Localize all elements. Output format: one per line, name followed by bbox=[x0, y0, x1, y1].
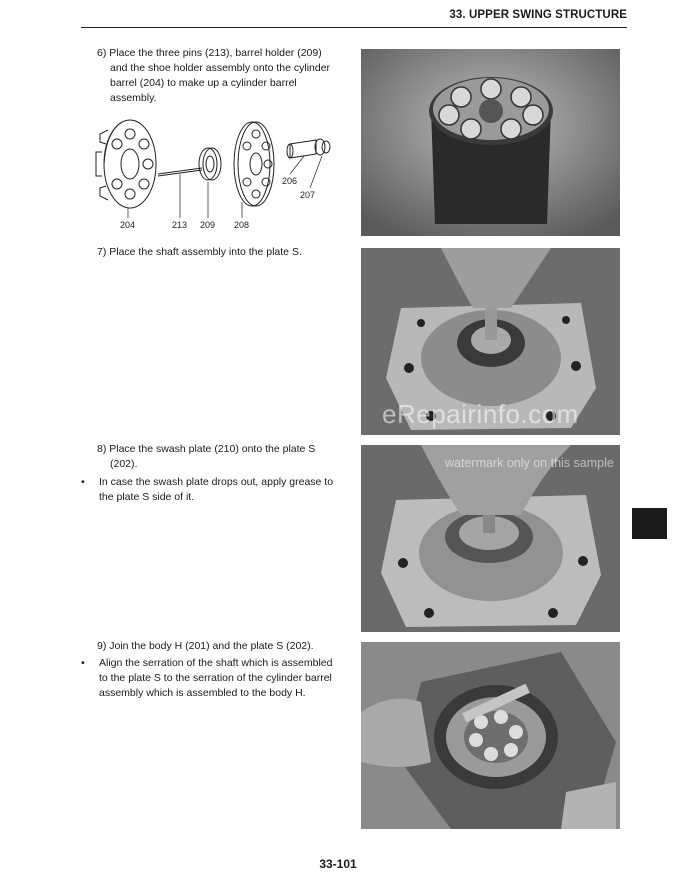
step-9-bullet-line-3: assembly which is assembled to the body H. bbox=[99, 687, 306, 699]
photo-swash-plate bbox=[361, 445, 620, 632]
step-8-bullet bbox=[81, 475, 364, 505]
part-label-207: 207 bbox=[300, 190, 316, 200]
cylinder-barrel-drawing bbox=[96, 120, 156, 208]
barrel-holder-drawing bbox=[199, 148, 221, 180]
part-label-213: 213 bbox=[172, 220, 188, 230]
header-rule bbox=[81, 27, 627, 28]
step-9-line-1: 9) Join the body H (201) and the plate S (202). bbox=[97, 640, 314, 652]
step-6-text bbox=[97, 46, 357, 106]
step-6-line-1: 6) Place the three pins (213), barrel holder (209) bbox=[97, 47, 322, 59]
step-7-line-1: 7) Place the shaft assembly into the plate S. bbox=[97, 246, 302, 258]
step-9-bullet bbox=[81, 656, 364, 701]
step-9-text bbox=[97, 639, 357, 654]
step-7-text bbox=[97, 245, 357, 260]
step-8-text bbox=[97, 442, 357, 472]
step-8-line-2: (202). bbox=[110, 458, 138, 470]
photo-join-body-and-plate bbox=[361, 642, 620, 829]
step-6-line-3: barrel (204) to make up a cylinder barrel bbox=[110, 77, 297, 89]
step-8-line-1: 8) Place the swash plate (210) onto the plate S bbox=[97, 443, 316, 455]
step-8-bullet-line-2: the plate S side of it. bbox=[99, 491, 195, 503]
photo-cylinder-barrel-assembly bbox=[361, 49, 620, 236]
bullet-symbol: • bbox=[81, 657, 85, 669]
chapter-tab-marker bbox=[632, 508, 667, 539]
section-title: 33. UPPER SWING STRUCTURE bbox=[449, 9, 627, 21]
part-label-206: 206 bbox=[282, 176, 298, 186]
step-6-line-2: and the shoe holder assembly onto the cylinder bbox=[110, 62, 331, 74]
part-label-204: 204 bbox=[120, 220, 136, 230]
part-label-208: 208 bbox=[234, 220, 250, 230]
watermark-main: eRepairinfo.com bbox=[382, 399, 579, 429]
page-number: 33-101 bbox=[319, 857, 357, 871]
bullet-symbol: • bbox=[81, 476, 85, 488]
part-label-209: 209 bbox=[200, 220, 216, 230]
step-8-bullet-line-1: In case the swash plate drops out, apply grease to bbox=[99, 476, 334, 488]
step-6-line-4: assembly. bbox=[110, 92, 157, 104]
watermark-sub: watermark only on this sample bbox=[445, 456, 614, 470]
step-9-bullet-line-1: Align the serration of the shaft which is assembled bbox=[99, 657, 333, 669]
shoe-holder-drawing bbox=[234, 122, 274, 206]
cylinder-barrel-exploded-diagram bbox=[92, 112, 342, 234]
piston-shoe-drawing bbox=[287, 139, 330, 158]
step-9-bullet-line-2: to the plate S to the serration of the cylinder barrel bbox=[99, 672, 332, 684]
